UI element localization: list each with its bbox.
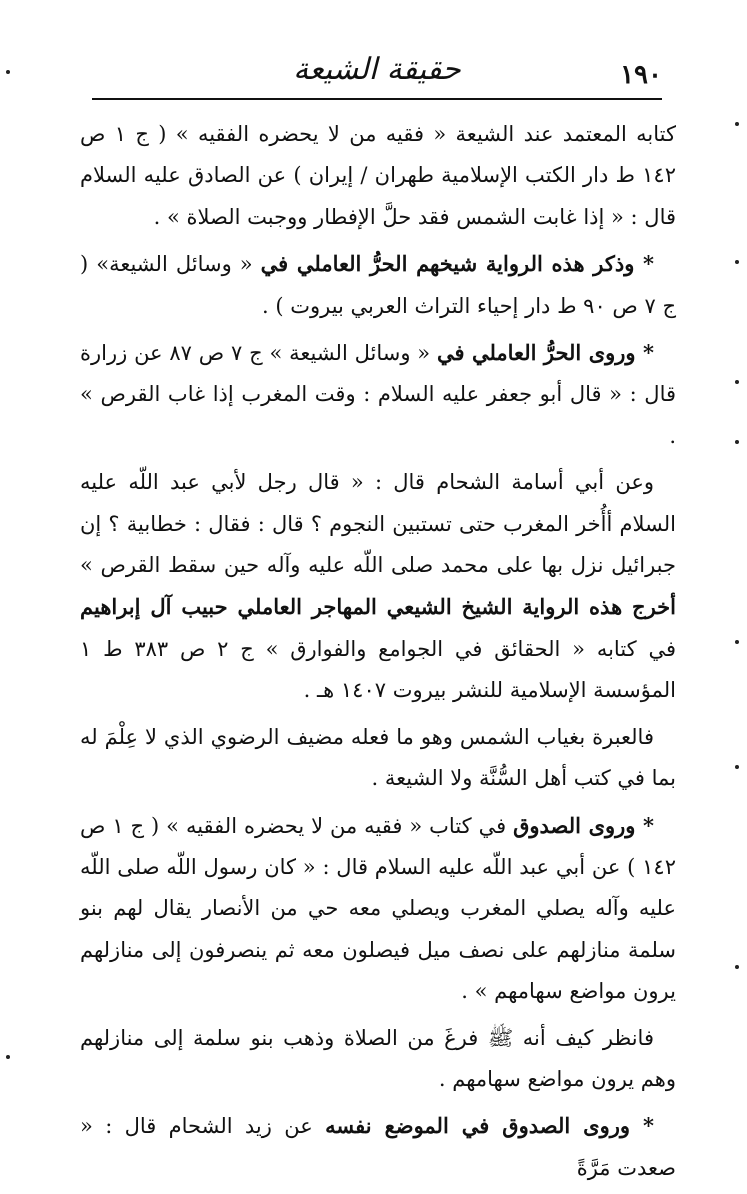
paragraph	[80, 717, 676, 800]
margin-dot	[6, 1055, 10, 1059]
paragraph	[80, 1105, 676, 1189]
text-run: « وسائل الشيعة » ج ٧ ص ٨٧ عن زرارة قال : « قال أبو جعفر عليه السلام : وقت المغرب إذا غاب القرص » .	[80, 341, 676, 448]
margin-dot	[735, 260, 739, 264]
bold-text: * وروى الصدوق	[513, 812, 654, 838]
text-run: في كتاب « فقيه من لا يحضره الفقيه » ( ج ١ ص ١٤٢ ) عن أبي عبد اللّه عليه السلام قال : « كان رسول اللّه صلى اللّه عليه وآله يصلي المغرب ويصلي معه حي من الأنصار يقال لهم بنو سلمة منازلهم على نصف ميل فيصلون معه ثم ينصرفون إلى منازلهم يرون مواضع سهامهم » .	[80, 813, 676, 1004]
page-number: ١٩٠	[620, 60, 662, 90]
text-run: « وسائل الشيعة» ( ج ٧ ص ٩٠ ط دار إحياء التراث العربي بيروت ) .	[80, 252, 676, 318]
bold-text: أخرج هذه الرواية الشيخ الشيعي المهاجر العاملي حبيب آل إبراهيم	[80, 594, 676, 620]
margin-dot	[6, 70, 10, 74]
paragraph	[80, 243, 676, 327]
margin-dot	[735, 765, 739, 769]
text-run: في كتابه « الحقائق في الجوامع والفوارق » ج ٢ ص ٣٨٣ ط ١ المؤسسة الإسلامية للنشر بيروت ١٤٠٧ هـ .	[80, 636, 676, 703]
body-text	[80, 114, 676, 1194]
paragraph	[80, 332, 676, 457]
text-run: فالعبرة بغياب الشمس وهو ما فعله مضيف الرضوي الذي لا عِلْمَ له بما في كتب أهل السُّنَّة ولا الشيعة .	[80, 724, 676, 791]
text-run: فانظر كيف أنه ﷺ فرغَ من الصلاة وذهب بنو سلمة إلى منازلهم وهم يرون مواضع سهامهم .	[80, 1025, 676, 1091]
margin-dot	[735, 122, 739, 126]
margin-dot	[735, 640, 739, 644]
margin-dot	[735, 380, 739, 384]
paragraph	[80, 462, 676, 711]
page-header	[92, 44, 662, 100]
margin-dot	[735, 965, 739, 969]
bold-text: * وذكر هذه الرواية شيخهم الحرُّ العاملي في	[260, 251, 655, 277]
text-run: عن زيد الشحام قال : « صعدت مَرَّةً	[80, 1114, 676, 1180]
text-run: كتابه المعتمد عند الشيعة « فقيه من لا يحضره الفقيه » ( ج ١ ص ١٤٢ ط دار الكتب الإسلامية طهران / إيران ) عن الصادق عليه السلام قال : « إذا غابت الشمس فقد حلَّ الإفطار ووجبت الصلاة » .	[80, 122, 676, 229]
paragraph	[80, 114, 676, 238]
text-run: وعن أبي أسامة الشحام قال : « قال رجل لأبي عبد اللّه عليه السلام أأُخر المغرب حتى تستبين النجوم ؟ قال : فقال : خطابية ؟ إن جبرائيل نزل بها على محمد صلى اللّه عليه وآله حين سقط القرص »	[80, 470, 676, 578]
margin-dot	[735, 440, 739, 444]
paragraph	[80, 805, 676, 1013]
bold-text: * وروى الصدوق في الموضع نفسه	[325, 1113, 654, 1139]
bold-text: * وروى الحرُّ العاملي في	[436, 340, 654, 366]
running-title: حقيقة الشيعة	[293, 52, 461, 87]
